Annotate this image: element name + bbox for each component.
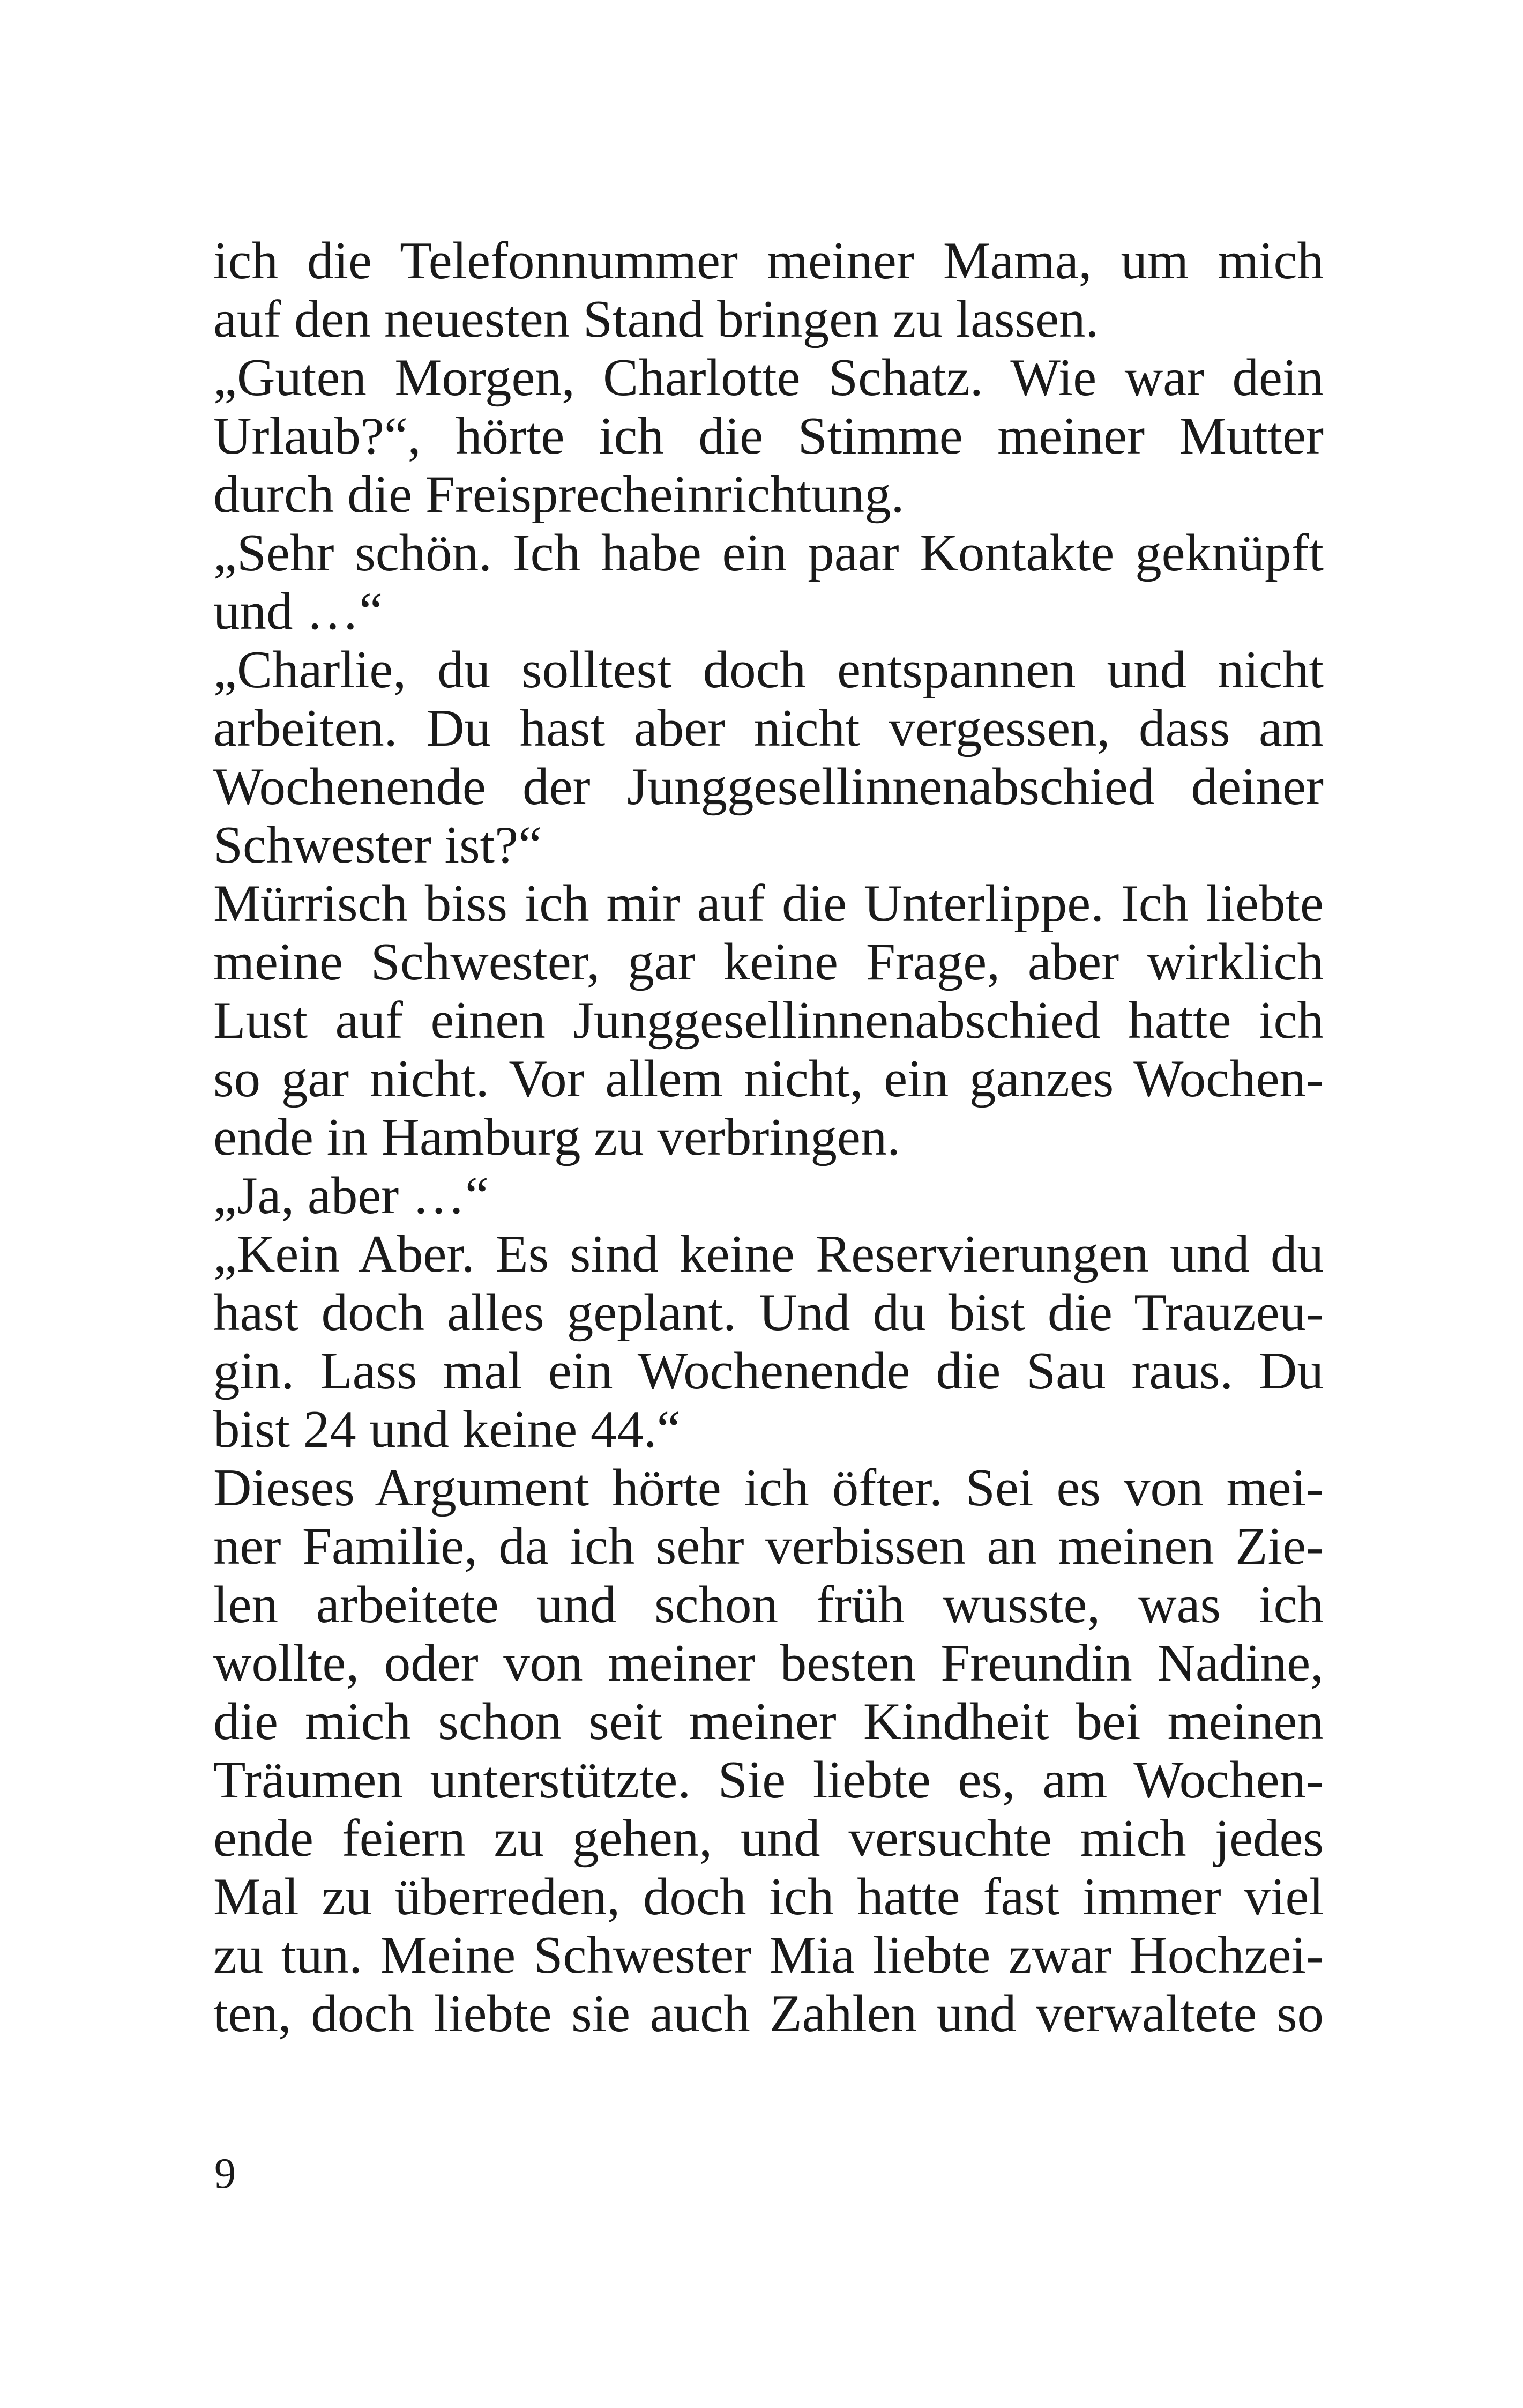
text-line: hast doch alles geplant. Und du bist die Trauzeu- bbox=[213, 1283, 1324, 1342]
text-line: ende in Hamburg zu verbringen. bbox=[213, 1108, 901, 1166]
text-line: und …“ bbox=[213, 582, 383, 641]
text-line: so gar nicht. Vor allem nicht, ein ganzes Wochen- bbox=[213, 1050, 1324, 1108]
page-number: 9 bbox=[214, 2150, 236, 2197]
text-line: ten, doch liebte sie auch Zahlen und verwaltete so bbox=[213, 1985, 1324, 2043]
text-line: „Sehr schön. Ich habe ein paar Kontakte geknüpft bbox=[213, 524, 1324, 582]
text-line: gin. Lass mal ein Wochenende die Sau raus. Du bbox=[213, 1342, 1324, 1400]
text-line: Urlaub?“, hörte ich die Stimme meiner Mutter bbox=[213, 407, 1324, 465]
body-text bbox=[213, 232, 1324, 2043]
text-line: bist 24 und keine 44.“ bbox=[213, 1400, 681, 1459]
text-line: durch die Freisprecheinrichtung. bbox=[213, 465, 905, 524]
text-line: Wochenende der Junggesellinnenabschied deiner bbox=[213, 757, 1324, 816]
text-line: wollte, oder von meiner besten Freundin Nadine, bbox=[213, 1634, 1324, 1692]
text-line: Schwester ist?“ bbox=[213, 816, 542, 874]
text-line: Lust auf einen Junggesellinnenabschied hatte ich bbox=[213, 991, 1324, 1050]
text-line: zu tun. Meine Schwester Mia liebte zwar Hochzei- bbox=[213, 1926, 1324, 1985]
text-line: Mal zu überreden, doch ich hatte fast immer viel bbox=[213, 1868, 1324, 1926]
text-line: „Guten Morgen, Charlotte Schatz. Wie war dein bbox=[213, 348, 1324, 407]
text-line: ich die Telefonnummer meiner Mama, um mich bbox=[213, 232, 1324, 290]
text-line: arbeiten. Du hast aber nicht vergessen, dass am bbox=[213, 699, 1324, 757]
text-line: „Ja, aber …“ bbox=[213, 1166, 489, 1225]
text-line: ner Familie, da ich sehr verbissen an meinen Zie- bbox=[213, 1517, 1324, 1575]
text-line: die mich schon seit meiner Kindheit bei meinen bbox=[213, 1692, 1324, 1751]
text-line: ende feiern zu gehen, und versuchte mich jedes bbox=[213, 1809, 1324, 1868]
text-line: len arbeitete und schon früh wusste, was ich bbox=[213, 1575, 1324, 1634]
text-line: Dieses Argument hörte ich öfter. Sei es von mei- bbox=[213, 1459, 1324, 1517]
text-line: auf den neuesten Stand bringen zu lassen. bbox=[213, 290, 1099, 348]
text-line: meine Schwester, gar keine Frage, aber wirklich bbox=[213, 933, 1324, 991]
text-line: Träumen unterstützte. Sie liebte es, am Wochen- bbox=[213, 1751, 1324, 1809]
text-line: „Charlie, du solltest doch entspannen und nicht bbox=[213, 641, 1324, 699]
text-line: Mürrisch biss ich mir auf die Unterlippe. Ich liebte bbox=[213, 874, 1324, 933]
text-line: „Kein Aber. Es sind keine Reservierungen und du bbox=[213, 1225, 1324, 1283]
